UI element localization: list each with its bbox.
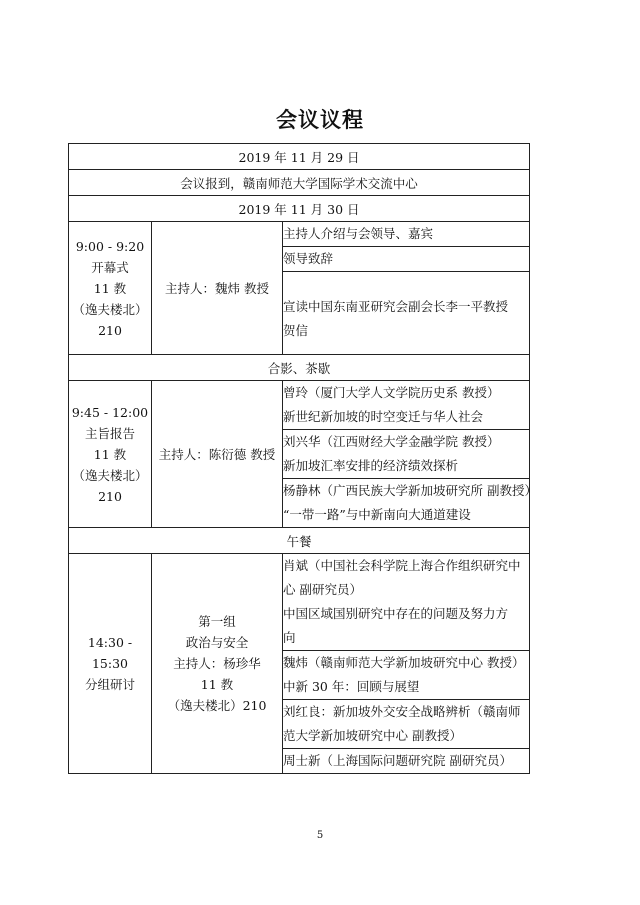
session-room: 210 — [98, 488, 122, 504]
table-row — [69, 554, 530, 651]
table-row — [69, 528, 530, 554]
agenda-item: 肖斌（中国社会科学院上海合作组织研究中 心 副研究员） 中国区域国别研究中存在的问题及努力方 向 — [283, 554, 530, 651]
registration-row: 会议报到，赣南师范大学国际学术交流中心 — [69, 170, 530, 196]
session-host: 主持人：魏炜 教授 — [152, 222, 283, 355]
agenda-item: 刘兴华（江西财经大学金融学院 教授） 新加坡汇率安排的经济绩效探析 — [283, 430, 530, 479]
session-time: 9:00 - 9:20 — [75, 238, 145, 254]
session-room: 11 教 — [200, 677, 234, 692]
date-row: 2019 年 11 月 29 日 — [69, 144, 530, 170]
session-name: 分组研讨 — [84, 677, 135, 692]
page-title: 会议议程 — [276, 107, 364, 132]
session-time-cell — [69, 381, 152, 528]
agenda-item: 魏炜（赣南师范大学新加坡研究中心 教授） 中新 30 年：回顾与展望 — [283, 651, 530, 700]
session-room: （逸夫楼北）210 — [167, 698, 267, 713]
session-room: （逸夫楼北） — [72, 301, 148, 317]
agenda-item: 刘红良：新加坡外交安全战略辨析（赣南师 范大学新加坡研究中心 副教授） — [283, 700, 530, 749]
table-row — [69, 196, 530, 222]
session-room: 11 教 — [93, 446, 127, 462]
agenda-item: 领导致辞 — [283, 247, 530, 272]
lunch-row: 午餐 — [69, 528, 530, 554]
agenda-item: 杨静林（广西民族大学新加坡研究所 副教授） “一带一路”与中新南向大通道建设 — [283, 479, 530, 528]
table-row — [69, 170, 530, 196]
session-room: 210 — [98, 322, 122, 338]
page-number: 5 — [316, 830, 324, 841]
agenda-item: 宣读中国东南亚研究会副会长李一平教授 贺信 — [283, 272, 530, 355]
session-time: 9:45 - 12:00 — [71, 404, 149, 420]
session-room: 11 教 — [93, 280, 127, 296]
table-row — [69, 222, 530, 247]
group-info-cell — [152, 554, 283, 774]
session-time-cell — [69, 554, 152, 774]
agenda-item: 周士新（上海国际问题研究院 副研究员） — [283, 749, 530, 774]
group-name: 第一组 — [198, 614, 236, 629]
session-time: 14:30 - — [87, 635, 133, 650]
session-host: 主持人：陈衍德 教授 — [152, 381, 283, 528]
group-topic: 政治与安全 — [185, 635, 249, 650]
agenda-table — [68, 143, 537, 774]
table-row — [69, 355, 530, 381]
agenda-item: 主持人介绍与会领导、嘉宾 — [283, 222, 530, 247]
session-time: 15:30 — [91, 656, 129, 671]
table-row — [69, 381, 530, 430]
session-host: 主持人：杨珍华 — [173, 656, 261, 671]
session-time-cell — [69, 222, 152, 355]
agenda-item: 曾玲（厦门大学人文学院历史系 教授） 新世纪新加坡的时空变迁与华人社会 — [283, 381, 530, 430]
table-row — [69, 144, 530, 170]
session-name: 主旨报告 — [84, 425, 135, 441]
session-name: 开幕式 — [91, 259, 129, 275]
break-row: 合影、茶歇 — [69, 355, 530, 381]
date-row: 2019 年 11 月 30 日 — [69, 196, 530, 222]
session-room: （逸夫楼北） — [72, 467, 148, 483]
